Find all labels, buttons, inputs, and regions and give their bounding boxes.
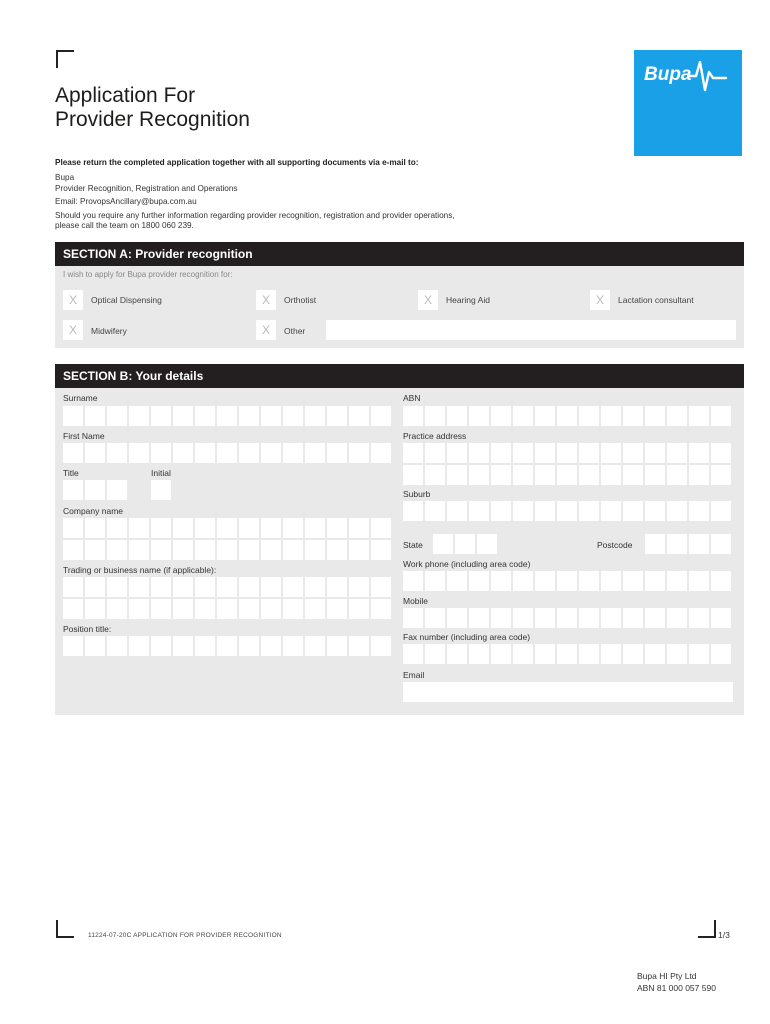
label-state: State [403, 540, 423, 550]
section-a-header: SECTION A: Provider recognition [55, 242, 744, 266]
checkbox-orthotist[interactable]: X [256, 290, 276, 310]
label-hearing-aid: Hearing Aid [446, 295, 490, 305]
intro-phone-line: please call the team on 1800 060 239. [55, 221, 194, 230]
form-code: 11224-07-20C APPLICATION FOR PROVIDER RECOGNITION [88, 932, 282, 939]
checkbox-hearing-aid[interactable]: X [418, 290, 438, 310]
state-field[interactable] [433, 534, 497, 554]
intro-org: Bupa [55, 173, 75, 182]
position-title-field[interactable] [63, 636, 391, 656]
section-a-panel [55, 266, 744, 348]
first-name-field[interactable] [63, 443, 391, 463]
section-b-panel [55, 388, 744, 715]
label-mobile: Mobile [403, 596, 429, 606]
label-company-name: Company name [63, 506, 124, 516]
label-first-name: First Name [63, 431, 105, 441]
label-suburb: Suburb [403, 489, 431, 499]
label-surname: Surname [63, 393, 98, 403]
practice-address-field-row1[interactable] [403, 443, 731, 463]
checkbox-midwifery[interactable]: X [63, 320, 83, 340]
practice-address-field-row2[interactable] [403, 465, 731, 485]
intro-email: Email: ProvopsAncillary@bupa.com.au [55, 197, 197, 206]
label-optical-dispensing: Optical Dispensing [91, 295, 162, 305]
label-position-title: Position title: [63, 624, 112, 634]
company-info: Bupa HI Pty Ltd ABN 81 000 057 590 [637, 971, 716, 993]
company-name-field-row2[interactable] [63, 540, 391, 560]
mobile-field[interactable] [403, 608, 731, 628]
other-specify-field[interactable] [326, 320, 736, 340]
work-phone-field[interactable] [403, 571, 731, 591]
abn-field[interactable] [403, 406, 731, 426]
page-number: 1/3 [718, 930, 730, 940]
label-practice-address: Practice address [403, 431, 467, 441]
fax-field[interactable] [403, 644, 731, 664]
label-initial: Initial [151, 468, 171, 478]
surname-field[interactable] [63, 406, 391, 426]
bupa-logo [634, 50, 742, 156]
label-abn: ABN [403, 393, 421, 403]
label-midwifery: Midwifery [91, 326, 127, 336]
label-postcode: Postcode [597, 540, 633, 550]
postcode-field[interactable] [645, 534, 731, 554]
corner-mark-bottom-left [56, 920, 74, 938]
trading-name-field-row2[interactable] [63, 599, 391, 619]
title-field[interactable] [63, 480, 127, 500]
initial-field[interactable] [151, 480, 171, 500]
intro-department: Provider Recognition, Registration and Operations [55, 184, 238, 193]
label-lactation-consultant: Lactation consultant [618, 295, 694, 305]
company-name-field-row1[interactable] [63, 518, 391, 538]
label-orthotist: Orthotist [284, 295, 317, 305]
svg-text:Bupa: Bupa [644, 64, 692, 85]
label-other: Other [284, 326, 306, 336]
intro-instructions: Please return the completed application together with all supporting documents via e-mail to: [55, 158, 419, 167]
page-title: Application For Provider Recognition [55, 84, 250, 131]
checkbox-other[interactable]: X [256, 320, 276, 340]
label-title: Title [63, 468, 79, 478]
label-work-phone: Work phone (including area code) [403, 559, 531, 569]
suburb-field[interactable] [403, 501, 731, 521]
email-field[interactable] [403, 682, 733, 702]
label-trading-name: Trading or business name (if applicable): [63, 565, 217, 575]
checkbox-lactation-consultant[interactable]: X [590, 290, 610, 310]
trading-name-field-row1[interactable] [63, 577, 391, 597]
corner-mark-top-left [56, 50, 74, 68]
label-fax: Fax number (including area code) [403, 632, 531, 642]
checkbox-optical-dispensing[interactable]: X [63, 290, 83, 310]
section-b-header: SECTION B: Your details [55, 364, 744, 388]
section-a-hint: I wish to apply for Bupa provider recognition for: [63, 270, 233, 279]
corner-mark-bottom-right [698, 920, 716, 938]
label-email: Email [403, 670, 425, 680]
intro-info-line: Should you require any further information regarding provider recognition, registration and provider operations, [55, 211, 455, 220]
